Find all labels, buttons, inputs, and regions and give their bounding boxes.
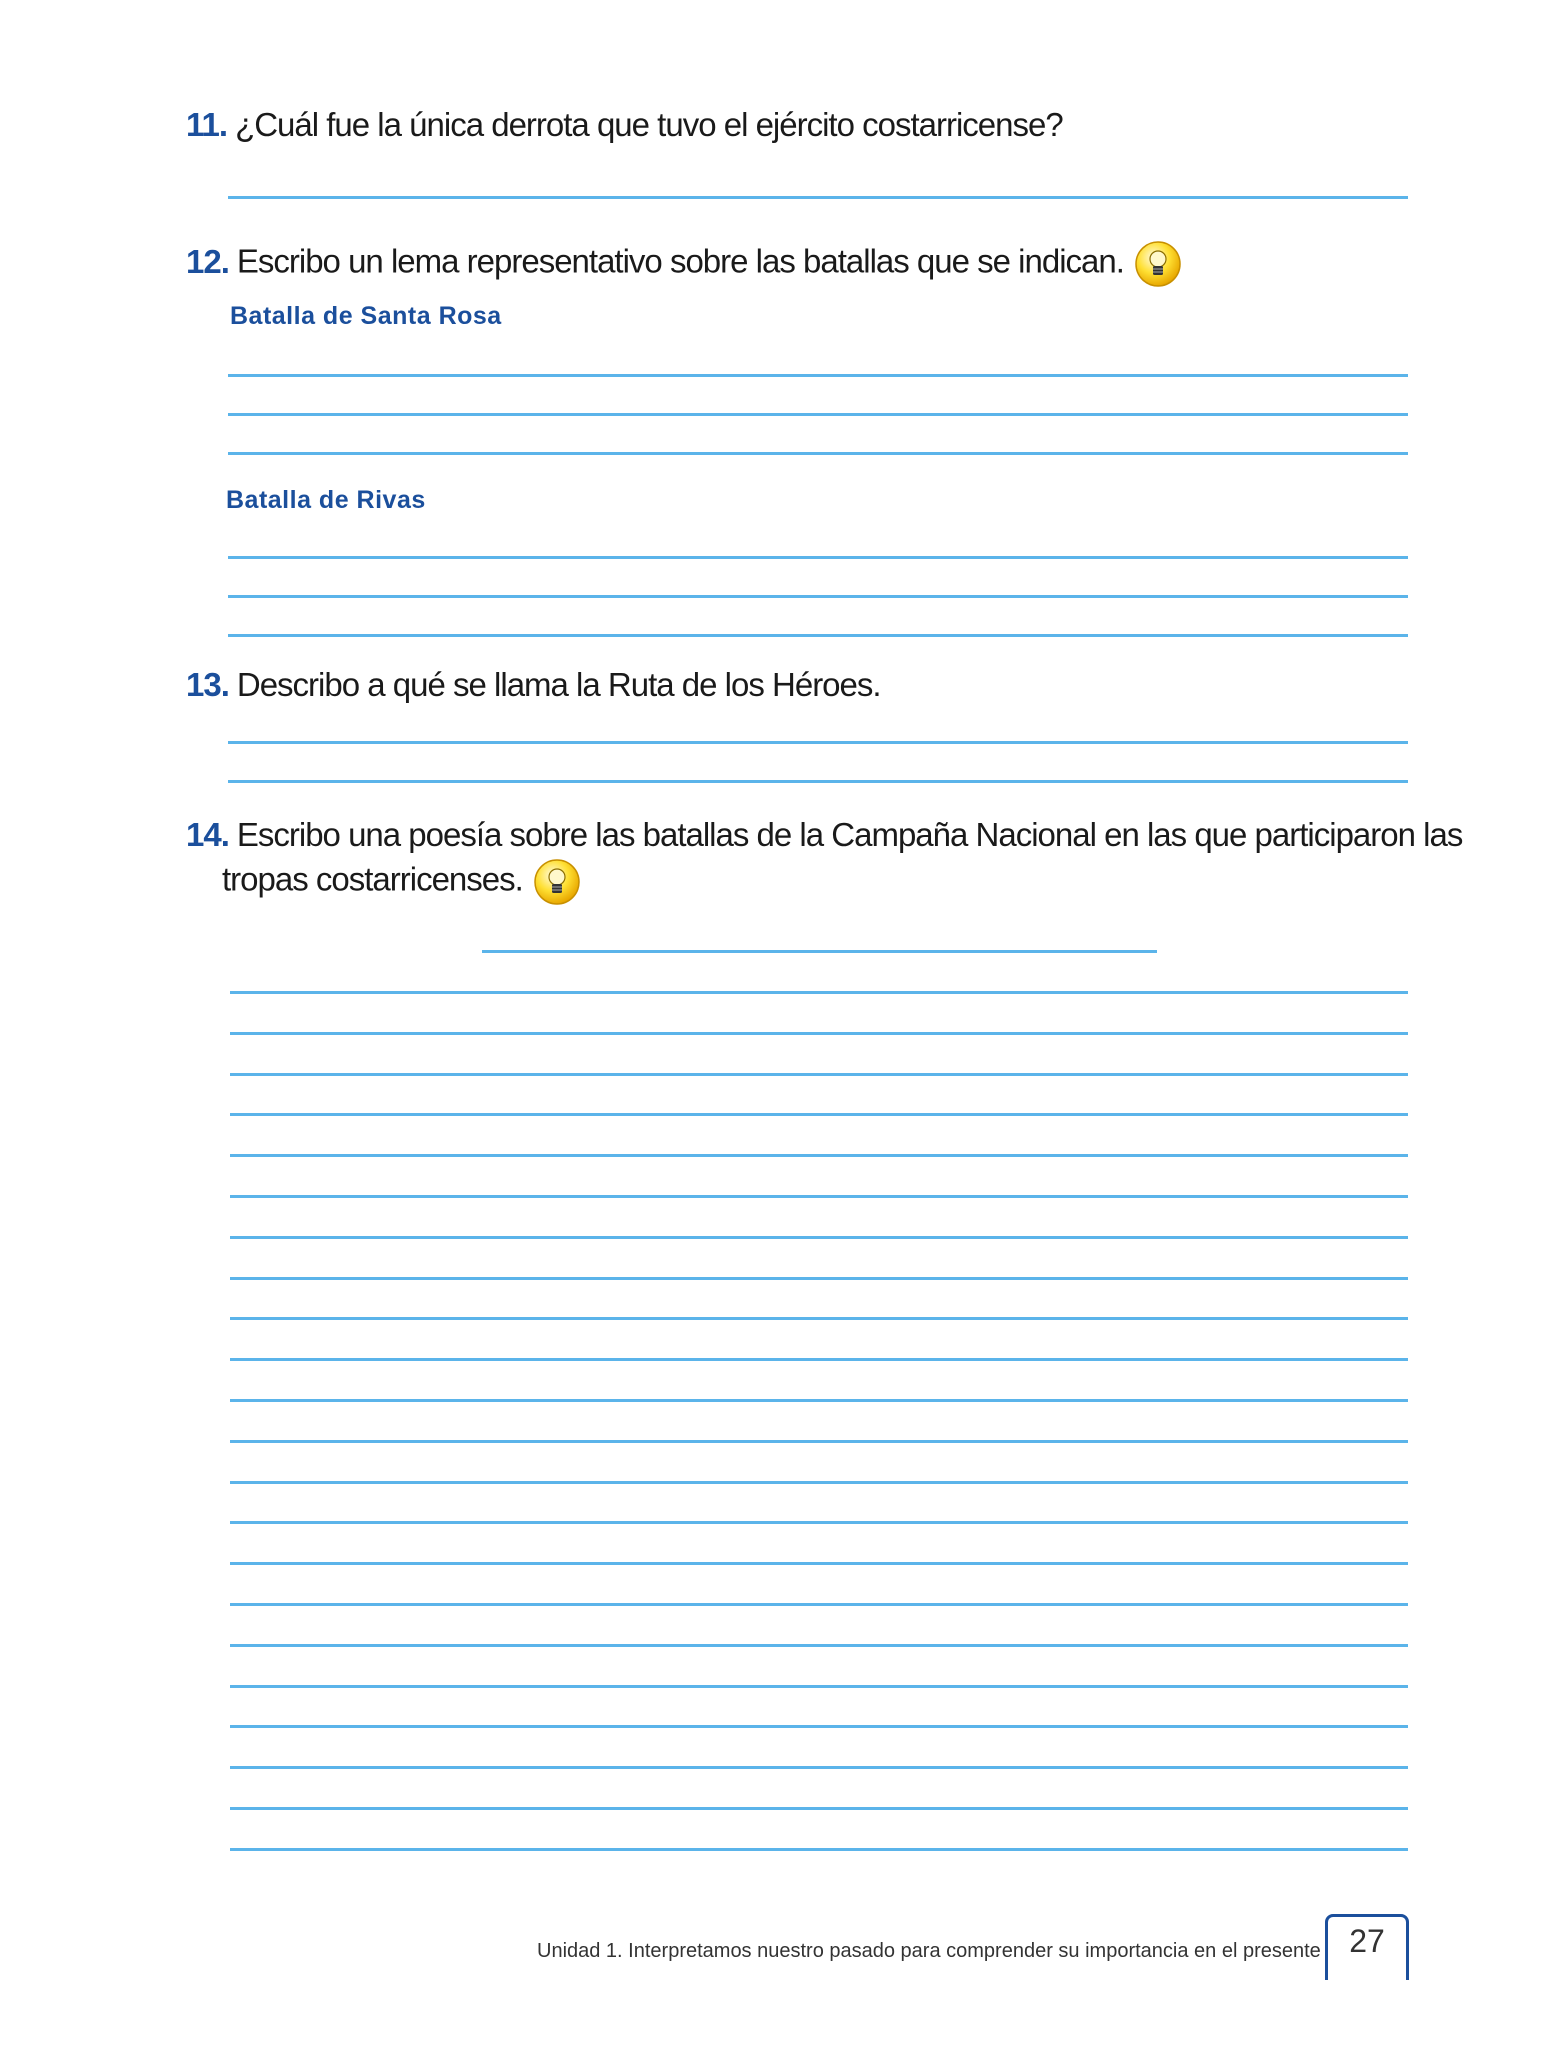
question-number: 13.	[186, 666, 229, 703]
question-12	[186, 240, 1182, 288]
poem-answer-line[interactable]	[230, 1317, 1408, 1320]
lightbulb-icon	[533, 858, 581, 906]
question-text: ¿Cuál fue la única derrota que tuvo el ejército costarricense?	[235, 106, 1063, 143]
question-14-continued	[222, 858, 581, 906]
question-number: 11.	[186, 106, 228, 143]
poem-answer-line[interactable]	[230, 1277, 1408, 1280]
answer-line[interactable]	[228, 452, 1408, 455]
footer-unit-title: Unidad 1. Interpretamos nuestro pasado para comprender su importancia en el presente	[537, 1940, 1321, 1962]
battle-label-santa-rosa: Batalla de Santa Rosa	[230, 302, 502, 330]
poem-answer-line[interactable]	[230, 1521, 1408, 1524]
poem-answer-line[interactable]	[230, 1032, 1408, 1035]
poem-answer-line[interactable]	[230, 1807, 1408, 1810]
answer-line[interactable]	[228, 556, 1408, 559]
answer-line[interactable]	[228, 413, 1408, 416]
question-11	[186, 106, 1063, 144]
poem-answer-line[interactable]	[230, 1195, 1408, 1198]
answer-line[interactable]	[228, 780, 1408, 783]
poem-answer-line[interactable]	[230, 1603, 1408, 1606]
answer-line[interactable]	[228, 634, 1408, 637]
question-number: 12.	[186, 242, 229, 280]
poem-answer-line[interactable]	[230, 1358, 1408, 1361]
question-text: Escribo un lema representativo sobre las batallas que se indican.	[236, 242, 1124, 280]
question-text: Describo a qué se llama la Ruta de los Héroes.	[236, 666, 881, 703]
poem-answer-line[interactable]	[230, 1481, 1408, 1484]
poem-answer-line[interactable]	[230, 1113, 1408, 1116]
answer-line[interactable]	[228, 196, 1408, 199]
question-number: 14.	[186, 816, 229, 853]
question-text-line2: tropas costarricenses.	[222, 860, 523, 898]
poem-answer-line[interactable]	[230, 1399, 1408, 1402]
poem-answer-line[interactable]	[230, 1440, 1408, 1443]
poem-answer-line[interactable]	[230, 1766, 1408, 1769]
battle-label-rivas: Batalla de Rivas	[226, 486, 426, 514]
question-14	[186, 816, 1462, 854]
poem-answer-line[interactable]	[230, 1154, 1408, 1157]
poem-title-line[interactable]	[482, 950, 1157, 953]
question-text-line1: Escribo una poesía sobre las batallas de la Campaña Nacional en las que participaron las	[236, 816, 1463, 853]
answer-line[interactable]	[228, 741, 1408, 744]
poem-answer-line[interactable]	[230, 1848, 1408, 1851]
question-13	[186, 666, 881, 704]
poem-answer-line[interactable]	[230, 1562, 1408, 1565]
answer-line[interactable]	[228, 595, 1408, 598]
poem-answer-line[interactable]	[230, 1073, 1408, 1076]
page-number: 27	[1349, 1923, 1385, 1959]
page-number-box	[1325, 1914, 1409, 1980]
poem-answer-line[interactable]	[230, 1725, 1408, 1728]
lightbulb-icon	[1134, 240, 1182, 288]
poem-answer-line[interactable]	[230, 1644, 1408, 1647]
poem-answer-line[interactable]	[230, 1685, 1408, 1688]
poem-answer-line[interactable]	[230, 991, 1408, 994]
poem-answer-line[interactable]	[230, 1236, 1408, 1239]
answer-line[interactable]	[228, 374, 1408, 377]
